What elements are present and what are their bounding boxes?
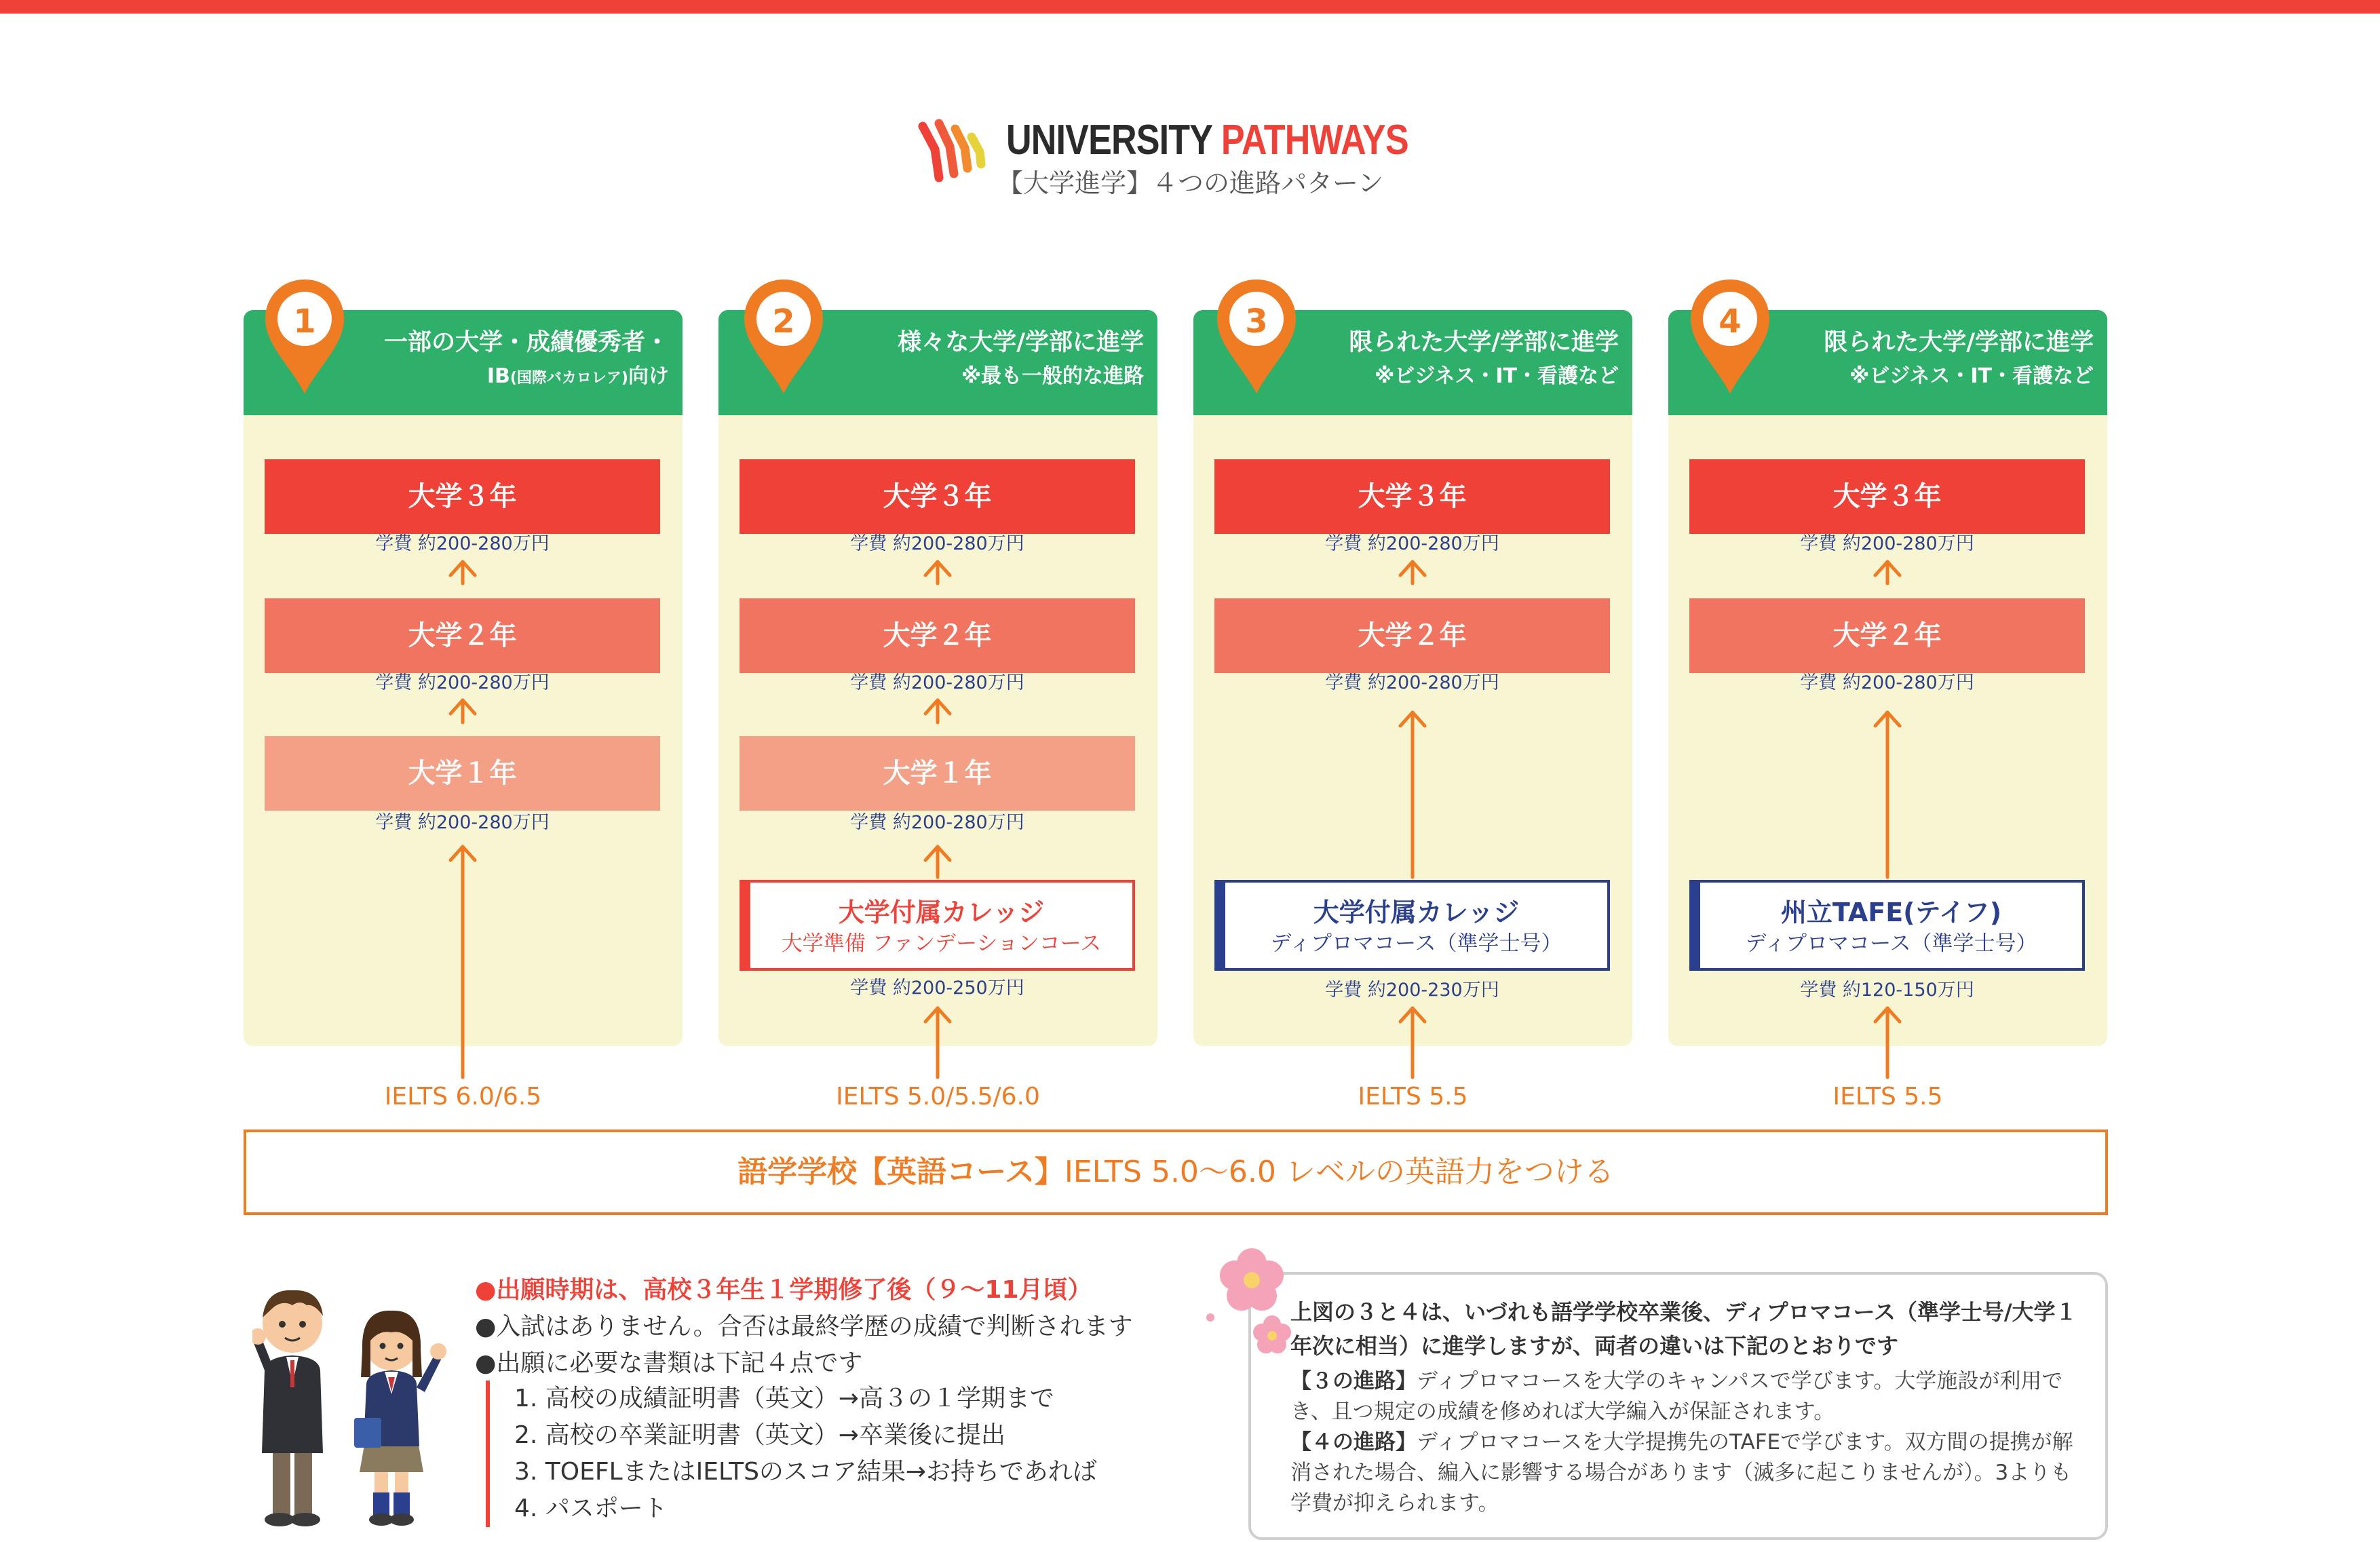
arrow-group-2 (925, 562, 950, 1077)
students-illustration (252, 1275, 456, 1533)
pathway-subtitle-1: IB(国際バカロレア)向け (486, 364, 669, 388)
list-item: 4. パスポート (514, 1495, 668, 1522)
tuition-fee-year2: 学費 約200-280万円 (850, 672, 1024, 693)
university-year3-box: 大学３年 (265, 459, 660, 534)
language-school-description: IELTS 5.0〜6.0 レベルの英語力をつける (1064, 1155, 1614, 1189)
pathway-subtitle-3: ※ビジネス・IT・看護など (1375, 364, 1619, 388)
page-subtitle: 【大学進学】４つの進路パターン (997, 168, 1384, 198)
tuition-fee-year2: 学費 約200-280万円 (375, 672, 550, 693)
college-title: 州立TAFE(テイフ) (1780, 898, 2002, 927)
tuition-fee-year3: 学費 約200-280万円 (1800, 533, 1974, 554)
language-school-title: 語学学校【英語コース】 (737, 1155, 1064, 1189)
pin-marker-1 (263, 277, 347, 396)
pathway-subtitle-2: ※最も一般的な進路 (961, 364, 1144, 388)
university-year2-box: 大学２年 (265, 598, 660, 673)
university-year2-box: 大学２年 (1214, 598, 1610, 673)
university-year2-box: 大学２年 (1689, 598, 2085, 673)
university-year2-box: 大学２年 (740, 598, 1135, 673)
boy-student-icon (252, 1290, 323, 1526)
pin-number: 1 (293, 303, 316, 341)
girl-student-icon (354, 1311, 446, 1526)
tuition-fee-college: 学費 約200-250万円 (850, 978, 1024, 999)
note-body: 【３の進路】ディプロマコースを大学のキャンパスで学びます。大学施設が利用でき、且つ規定の成績を修めれば大学編入が保証されます。 【４の進路】ディプロマコースを大学提携先のTAFEで学びます。双方間の提携が解消された場合、編入に影響する場合があります（滅多に起こりませんが）。3よりも学費が抑えられます。 (1290, 1369, 2073, 1516)
tuition-fee-year1: 学費 約200-280万円 (850, 812, 1024, 833)
pathway-comparison-note (1248, 1272, 2108, 1540)
no-entrance-exam-note: ●入試はありません。合否は最終学歴の成績で判断されます (475, 1313, 1133, 1341)
application-info (475, 1272, 1187, 1382)
pin-marker-4 (1688, 277, 1772, 396)
arrow-group-1 (450, 562, 475, 1077)
list-item: 3. TOEFLまたはIELTSのスコア結果→お持ちであれば (514, 1458, 1097, 1486)
tuition-fee-year2: 学費 約200-280万円 (1800, 672, 1974, 693)
pathway-title-1: 一部の大学・成績優秀者・ (383, 329, 669, 356)
college-course: ディプロマコース（準学士号） (1745, 931, 2037, 956)
pathway-title-3: 限られた大学/学部に進学 (1349, 329, 1619, 356)
pathway-title-2: 様々な大学/学部に進学 (898, 329, 1144, 356)
pin-number: 3 (1245, 303, 1268, 341)
tuition-fee-year2: 学費 約200-280万円 (1325, 672, 1499, 693)
tuition-fee-college: 学費 約200-230万円 (1325, 980, 1499, 1001)
college-course: 大学準備 ファンデーションコース (781, 931, 1102, 956)
list-item: 1. 高校の成績証明書（英文）→高３の１学期まで (514, 1385, 1054, 1412)
university-year1-box: 大学１年 (740, 736, 1135, 811)
pathway-title-4: 限られた大学/学部に進学 (1824, 329, 2094, 356)
university-year3-box: 大学３年 (1214, 459, 1610, 534)
required-documents-note: ●出願に必要な書類は下記４点です (475, 1349, 863, 1377)
college-title: 大学付属カレッジ (1313, 898, 1520, 927)
pin-number: 2 (772, 303, 795, 341)
ielts-requirement-2: IELTS 5.0/5.5/6.0 (836, 1083, 1040, 1111)
tuition-fee-year3: 学費 約200-280万円 (375, 533, 550, 554)
arrow-group-4 (1875, 562, 1900, 1077)
note-heading: 上図の３と４は、いづれも語学学校卒業後、ディプロマコース（準学士号/大学１年次に相当）に進学しますが、両者の違いは下記のとおりです (1290, 1299, 2077, 1359)
tuition-fee-college: 学費 約120-150万円 (1800, 980, 1974, 1001)
arrow-group-3 (1400, 562, 1425, 1077)
tuition-fee-year1: 学費 約200-280万円 (375, 812, 550, 833)
ielts-requirement-4: IELTS 5.5 (1832, 1083, 1943, 1111)
college-course: ディプロマコース（準学士号） (1270, 931, 1562, 956)
college-title: 大学付属カレッジ (838, 898, 1045, 927)
university-year3-box: 大学３年 (1689, 459, 2085, 534)
university-year3-box: 大学３年 (740, 459, 1135, 534)
university-year1-box: 大学１年 (265, 736, 660, 811)
pin-marker-2 (742, 277, 826, 396)
brand-title: UNIVERSITY PATHWAYS (1006, 117, 1408, 163)
tuition-fee-year3: 学費 約200-280万円 (1325, 533, 1499, 554)
pathway-subtitle-4: ※ビジネス・IT・看護など (1849, 364, 2094, 388)
application-period: ●出願時期は、高校３年生１学期修了後（９〜11月頃） (475, 1276, 1092, 1304)
language-school-banner (244, 1130, 2108, 1215)
list-item: 2. 高校の卒業証明書（英文）→卒業後に提出 (514, 1421, 1005, 1449)
tuition-fee-year3: 学費 約200-280万円 (850, 533, 1024, 554)
cherry-blossom-icon (1201, 1243, 1303, 1358)
pin-number: 4 (1719, 303, 1742, 341)
pin-marker-3 (1214, 277, 1299, 396)
required-documents-list (486, 1381, 1125, 1527)
ielts-requirement-3: IELTS 5.5 (1358, 1083, 1468, 1111)
ielts-requirement-1: IELTS 6.0/6.5 (384, 1083, 542, 1111)
